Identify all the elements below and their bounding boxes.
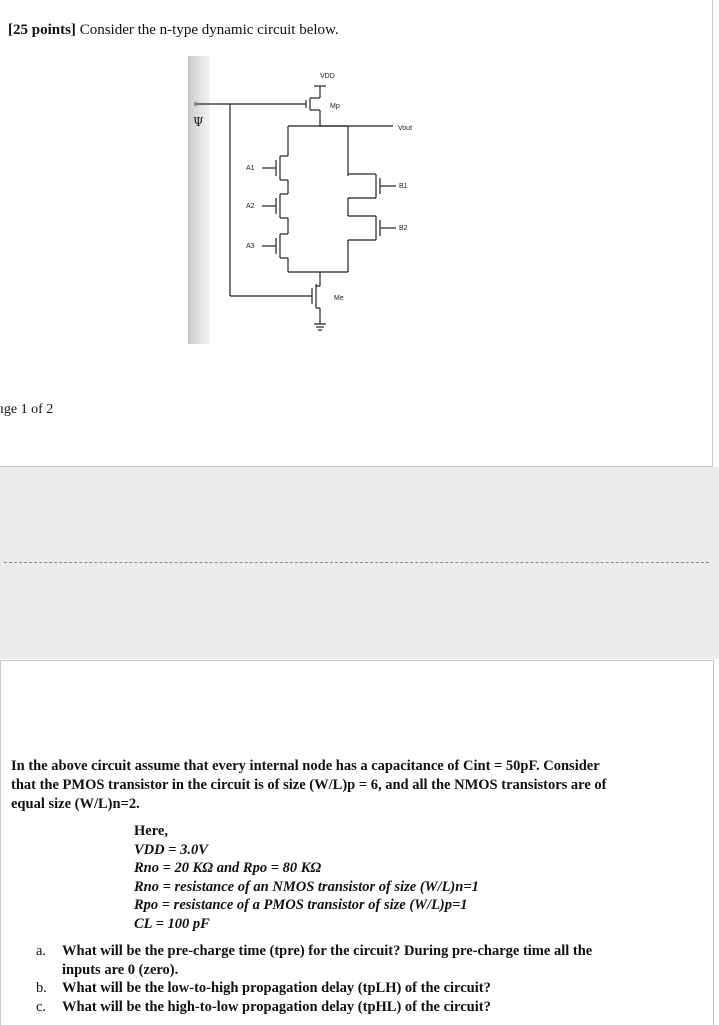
vdd-label: VDD [320, 73, 335, 80]
page-indicator: ıge 1 of 2 [0, 402, 54, 417]
given-item: CL = 100 pF [134, 915, 210, 932]
problem-paragraph: In the above circuit assume that every internal node has a capacitance of Cint = 50pF. Consider that the PMOS transistor in the circuit is of size (W/L)p = 6, and all the NMOS transistors are of equal size (W/L)n=2. [11, 758, 607, 812]
question-item [36, 942, 626, 979]
page-break-divider [4, 562, 709, 563]
given-values [134, 822, 479, 933]
question-text: What will be the pre-charge time (tpre) for the circuit? During pre-charge time all the inputs are 0 (zero). [62, 943, 593, 978]
a3-label: A3 [246, 243, 255, 250]
page-gap [0, 467, 719, 659]
a2-label: A2 [246, 203, 255, 210]
given-item: VDD = 3.0V [134, 841, 208, 858]
problem-title [8, 22, 339, 39]
given-item: Rpo = resistance of a PMOS transistor of size (W/L)p=1 [134, 897, 468, 913]
given-item: Rno = 20 KΩ and Rpo = 80 KΩ [134, 860, 322, 876]
question-item [36, 998, 626, 1017]
given-item: Rno = resistance of an NMOS transistor of size (W/L)n=1 [134, 878, 479, 895]
me-label: Me [334, 295, 344, 302]
b2-label: B2 [399, 225, 408, 232]
given-heading: Here, [134, 823, 168, 839]
question-text: What will be the high-to-low propagation delay (tpHL) of the circuit? [62, 998, 491, 1015]
question-label: c. [36, 998, 47, 1015]
question-item [36, 979, 626, 998]
a1-label: A1 [246, 165, 255, 172]
circuit-diagram [188, 56, 420, 344]
page-1 [0, 0, 713, 467]
phi-label: Ψ [193, 115, 204, 129]
points-label: [25 points] [8, 22, 76, 38]
b1-label: B1 [399, 183, 408, 190]
question-label: a. [36, 943, 47, 959]
vout-label: Vout [398, 125, 413, 132]
title-text: Consider the n-type dynamic circuit below. [79, 22, 339, 38]
mp-label: Mp [330, 103, 340, 110]
question-label: b. [36, 980, 47, 996]
question-list [36, 942, 626, 1016]
question-text: What will be the low-to-high propagation delay (tpLH) of the circuit? [62, 980, 491, 996]
